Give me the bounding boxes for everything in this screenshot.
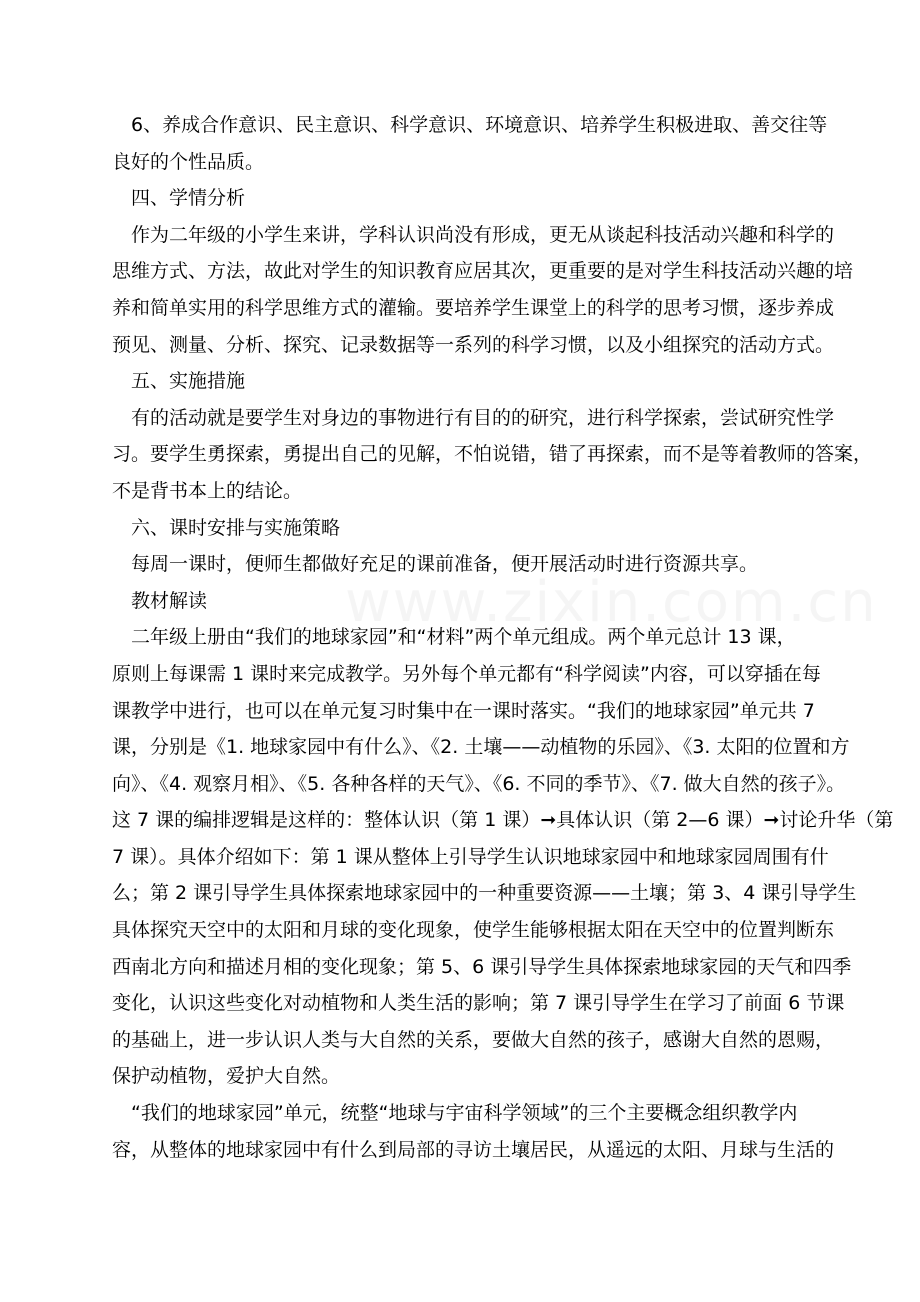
text-line: 7 课）。具体介绍如下：第 1 课从整体上引导学生认识地球家园中和地球家园周围有什 bbox=[112, 845, 829, 868]
text-line: 每周一课时，便师生都做好充足的课前准备，便开展活动时进行资源共享。 bbox=[131, 553, 759, 576]
text-line: 容，从整体的地球家园中有什么到局部的寻访土壤居民，从遥远的太阳、月球与生活的 bbox=[112, 1138, 835, 1161]
text-line: 预见、测量、分析、探究、记录数据等一系列的科学习惯，以及小组探究的活动方式。 bbox=[112, 333, 835, 356]
text-line: 作为二年级的小学生来讲，学科认识尚没有形成，更无从谈起科技活动兴趣和科学的 bbox=[131, 223, 835, 246]
text-line: 向》、《4. 观察月相》、《5. 各种各样的天气》、《6. 不同的季节》、《7. 做大自然的孩子》。 bbox=[112, 772, 846, 795]
text-line: 么；第 2 课引导学生具体探索地球家园中的一种重要资源——土壤；第 3、4 课引导学生 bbox=[112, 882, 857, 905]
text-line: 思维方式、方法，故此对学生的知识教育应居其次，更重要的是对学生科技活动兴趣的培 bbox=[112, 260, 854, 283]
text-line: 具体探究天空中的太阳和月球的变化现象，使学生能够根据太阳在天空中的位置判断东 bbox=[112, 919, 835, 942]
text-line: 课教学中进行，也可以在单元复习时集中在一课时落实。“我们的地球家园”单元共 7 bbox=[112, 699, 815, 722]
text-line: 变化，认识这些变化对动植物和人类生活的影响；第 7 课引导学生在学习了前面 6 节课 bbox=[112, 992, 845, 1015]
text-line: 教材解读 bbox=[131, 589, 208, 612]
text-line: 习。要学生勇探索，勇提出自己的见解，不怕说错，错了再探索，而不是等着教师的答案， bbox=[112, 443, 873, 466]
document-body bbox=[112, 112, 894, 1173]
text-line: 不是背书本上的结论。 bbox=[112, 479, 303, 502]
text-line: 保护动植物，爱护大自然。 bbox=[112, 1065, 341, 1088]
text-line: 原则上每课需 1 课时来完成教学。另外每个单元都有“科学阅读”内容，可以穿插在每 bbox=[112, 662, 821, 685]
text-line: 课，分别是《1. 地球家园中有什么》、《2. 土壤——动植物的乐园》、《3. 太阳的位置和方 bbox=[112, 736, 850, 759]
text-line: 良好的个性品质。 bbox=[112, 150, 265, 173]
watermark-text: www.zixin.com.cn bbox=[345, 570, 878, 635]
text-line: 五、实施措施 bbox=[131, 370, 246, 393]
text-line: 西南北方向和描述月相的变化现象；第 5、6 课引导学生具体探索地球家园的天气和四季 bbox=[112, 955, 852, 978]
text-line: 六、课时安排与实施策略 bbox=[131, 516, 341, 539]
text-line: 养和简单实用的科学思维方式的灌输。要培养学生课堂上的科学的思考习惯，逐步养成 bbox=[112, 296, 835, 319]
text-line: 有的活动就是要学生对身边的事物进行有目的的研究，进行科学探索，尝试研究性学 bbox=[131, 406, 835, 429]
text-line: “我们的地球家园”单元，统整“地球与宇宙科学领域”的三个主要概念组织教学内 bbox=[131, 1102, 798, 1125]
text-line: 二年级上册由“我们的地球家园”和“材料”两个单元组成。两个单元总计 13 课， bbox=[131, 626, 796, 649]
text-line: 的基础上，进一步认识人类与大自然的关系，要做大自然的孩子，感谢大自然的恩赐， bbox=[112, 1028, 835, 1051]
text-line: 这 7 课的编排逻辑是这样的：整体认识（第 1 课）➞具体认识（第 2—6 课）➞讨论升华（第 bbox=[112, 809, 894, 832]
text-line: 6、养成合作意识、民主意识、科学意识、环境意识、培养学生积极进取、善交往等 bbox=[131, 114, 828, 136]
text-line: 四、学情分析 bbox=[131, 187, 246, 210]
